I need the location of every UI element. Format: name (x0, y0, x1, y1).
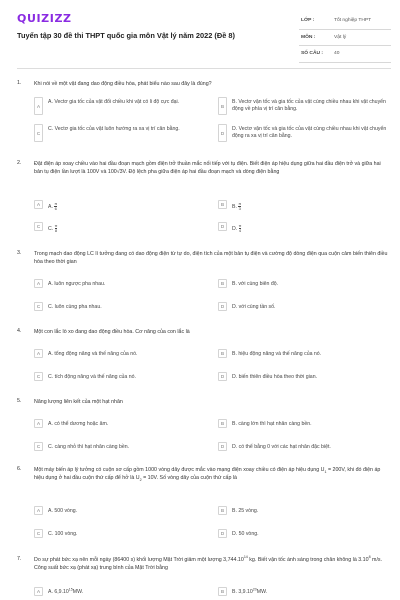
option-letter-box: D (218, 372, 227, 381)
meta-row-class (299, 13, 391, 30)
option-text: D. 50 vòng. (232, 530, 259, 537)
option-a[interactable] (34, 279, 204, 290)
question-number: 4. (17, 328, 22, 334)
option-d[interactable] (218, 372, 388, 383)
fraction (54, 202, 57, 211)
subscript: 2 (139, 478, 142, 483)
meta-value: 40 (334, 51, 340, 57)
question-text: Đặt điện áp xoay chiều vào hai đầu đoạn mạch gồm điện trở thuần mắc nối tiếp với tụ điện. Biết điện áp hiệu dụng giữa hai đầu điện trở và giữa hai bản tụ điện lần lượt là 100V và 100√3V. Độ lệch pha giữa điện áp hai đầu đoạn mạch và dòng điện bằng (34, 161, 381, 175)
option-letter-box: A (34, 200, 43, 209)
option-text: B. hiệu động năng và thế năng của nó. (232, 350, 322, 357)
fraction-numerator: π (54, 222, 58, 228)
fraction-denominator: 4 (238, 227, 242, 233)
question-text: Một con lắc lò xo đang dao động điều hòa. Cơ năng của con lắc là (34, 329, 190, 335)
option-b[interactable] (218, 587, 388, 598)
question-text: Trong mạch dao động LC lí tưởng đang có dao động điện từ tự do, điện tích của một bản tụ điện và cường độ dòng điện qua cuộn cảm biến thiên điều hòa theo thời gian (34, 251, 388, 265)
fraction-denominator: 3 (238, 205, 241, 211)
option-text (48, 589, 206, 596)
option-letter-box: A (34, 587, 43, 596)
option-letter-box: B (218, 506, 227, 515)
fraction (238, 202, 241, 211)
subscript: 1 (324, 470, 327, 475)
question-number: 5. (17, 398, 22, 404)
option-letter-box: B (218, 349, 227, 358)
option-text: B. với cùng biên độ. (232, 280, 279, 287)
page-title: Tuyển tập 30 đề thi THPT quốc gia môn Vật lý năm 2022 (Đề 8) (17, 31, 235, 40)
meta-table (299, 13, 391, 63)
text-run: Do sự phát bức xạ nên mỗi ngày (86400 s) khối lượng Mặt Trời giảm một lượng 3,744.10 (34, 557, 244, 563)
question-text (34, 466, 390, 482)
option-a[interactable] (34, 200, 204, 211)
fraction-denominator: 8 (54, 227, 58, 233)
option-c[interactable] (34, 222, 204, 233)
option-d[interactable] (218, 529, 388, 540)
option-c[interactable] (34, 442, 204, 453)
option-letter-box: D (218, 442, 227, 451)
fraction-numerator: π (54, 200, 58, 206)
fraction (55, 224, 58, 233)
option-text (232, 202, 390, 211)
option-d[interactable] (218, 442, 388, 453)
option-c[interactable] (34, 372, 204, 383)
option-text: D. Vectơ vận tốc và gia tốc của vật cùng chiều nhau khi vật chuyển động ra xa vị trí cân bằng. (232, 125, 387, 139)
text-run: = 10V. Số vòng dây của cuộn thứ cấp là (141, 475, 238, 481)
option-unit: MW. (256, 588, 268, 595)
option-a[interactable] (34, 419, 204, 430)
option-a[interactable] (34, 349, 204, 360)
option-text: C. càng nhỏ thì hạt nhân càng bền. (48, 443, 130, 450)
option-letter-box: B (218, 419, 227, 428)
option-letter-box: C (34, 222, 43, 231)
option-b[interactable] (218, 97, 388, 117)
option-text (232, 224, 390, 233)
text-run: = 200V, khi đó điện áp hiệu dụng ở hai đầu cuộn thứ cấp để hở là U (34, 467, 381, 481)
option-text: C. luôn cùng pha nhau. (48, 303, 102, 310)
superscript: 15 (68, 587, 73, 592)
option-text: A. 500 vòng. (48, 507, 78, 514)
question-text: Khi nói về một vật đang dao động điều hòa, phát biểu nào sau đây là đúng? (34, 81, 212, 87)
option-text: D. với cùng tần số. (232, 303, 276, 310)
option-unit: MW. (72, 588, 84, 595)
option-letter-box: D (218, 302, 227, 311)
question-number: 3. (17, 250, 22, 256)
option-label: C. (48, 225, 54, 232)
text-run: Một máy biến áp lý tưởng có cuộn sơ cấp gồm 1000 vòng dây được mắc vào mạng điện xoay chiều có điện áp hiệu dụng U (34, 467, 325, 473)
text-run: m/s. Công suất bức xạ (phát xạ) trung bình của Mặt Trời bằng (34, 557, 383, 571)
option-value: B. 3,9.10 (232, 588, 253, 595)
option-text: D. biến thiên điều hòa theo thời gian. (232, 373, 318, 380)
fraction-numerator: π (238, 200, 242, 206)
option-text: C. Vectơ gia tốc của vật luôn hướng ra xa vị trí cân bằng. (48, 125, 180, 132)
option-b[interactable] (218, 419, 388, 430)
option-text: D. có thể bằng 0 với các hạt nhân đặc biệt. (232, 443, 331, 450)
option-text: A. Vectơ gia tốc của vật đổi chiều khi vật có li độ cực đại. (48, 98, 180, 105)
meta-key: LỚP : (301, 18, 315, 24)
question-number: 6. (17, 466, 22, 472)
option-text: C. tích động năng và thế năng của nó. (48, 373, 136, 380)
option-d[interactable] (218, 222, 388, 233)
option-letter-box: A (34, 349, 43, 358)
option-letter-box: D (218, 222, 227, 231)
option-letter-box: D (218, 529, 227, 538)
meta-key: SỐ CÂU : (301, 51, 324, 57)
option-d[interactable] (218, 124, 388, 144)
quizizz-logo: QUIZIZZ (17, 12, 72, 25)
option-b[interactable] (218, 349, 388, 360)
option-letter-box: A (34, 279, 43, 288)
option-text: C. 100 vòng. (48, 530, 78, 537)
option-c[interactable] (34, 529, 204, 540)
option-a[interactable] (34, 97, 204, 117)
option-text: B. càng lớn thì hạt nhân càng bền. (232, 420, 312, 427)
option-letter-box: B (218, 200, 227, 209)
option-value: A. 6,9.10 (48, 588, 69, 595)
question-number: 1. (17, 80, 22, 86)
option-text: B. 25 vòng. (232, 507, 259, 514)
superscript: 14 (243, 555, 248, 560)
question-number: 2. (17, 160, 22, 166)
option-text: A. có thể dương hoặc âm. (48, 420, 109, 427)
option-c[interactable] (34, 302, 204, 313)
option-label: B. (232, 203, 237, 210)
meta-row-count (299, 46, 391, 63)
option-b[interactable] (218, 200, 388, 211)
option-letter-box: C (34, 372, 43, 381)
option-letter-box: C (34, 124, 43, 142)
option-text: B. Vectơ vận tốc và gia tốc của vật cùng chiều nhau khi vật chuyển động về phía vị trí cân bằng. (232, 98, 386, 112)
option-letter-box: D (218, 124, 227, 142)
option-letter-box: A (34, 419, 43, 428)
option-d[interactable] (218, 302, 388, 313)
superscript: 8 (368, 555, 371, 560)
option-letter-box: A (34, 97, 43, 115)
option-text: A. luôn ngược pha nhau. (48, 280, 106, 287)
fraction-numerator: π (238, 222, 242, 228)
option-letter-box: B (218, 587, 227, 596)
option-text (48, 224, 206, 233)
option-letter-box: C (34, 302, 43, 311)
option-letter-box: C (34, 529, 43, 538)
option-b[interactable] (218, 279, 388, 290)
question-text: Năng lượng liên kết của một hạt nhân (34, 399, 123, 405)
fraction-denominator: 6 (54, 205, 57, 211)
question-text (34, 556, 390, 572)
superscript: 20 (252, 587, 257, 592)
option-letter-box: B (218, 279, 227, 288)
header-divider (17, 68, 391, 69)
question-number: 7. (17, 556, 22, 562)
option-letter-box: B (218, 97, 227, 115)
option-b[interactable] (218, 506, 388, 517)
option-label: D. (232, 225, 238, 232)
option-text: A. tổng động năng và thế năng của nó. (48, 350, 138, 357)
option-letter-box: C (34, 442, 43, 451)
option-label: A. (48, 203, 53, 210)
meta-key: MÔN : (301, 34, 316, 40)
meta-row-subject (299, 30, 391, 47)
meta-value: Vật lý (334, 34, 347, 40)
text-run: kg. Biết vận tốc ánh sáng trong chân không là 3.10 (247, 557, 369, 563)
fraction (239, 224, 242, 233)
option-a[interactable] (34, 506, 204, 517)
option-a[interactable] (34, 587, 204, 598)
option-letter-box: A (34, 506, 43, 515)
option-text (232, 589, 390, 596)
option-c[interactable] (34, 124, 204, 144)
option-text (48, 202, 206, 211)
meta-value: Tốt nghiệp THPT (334, 18, 372, 24)
